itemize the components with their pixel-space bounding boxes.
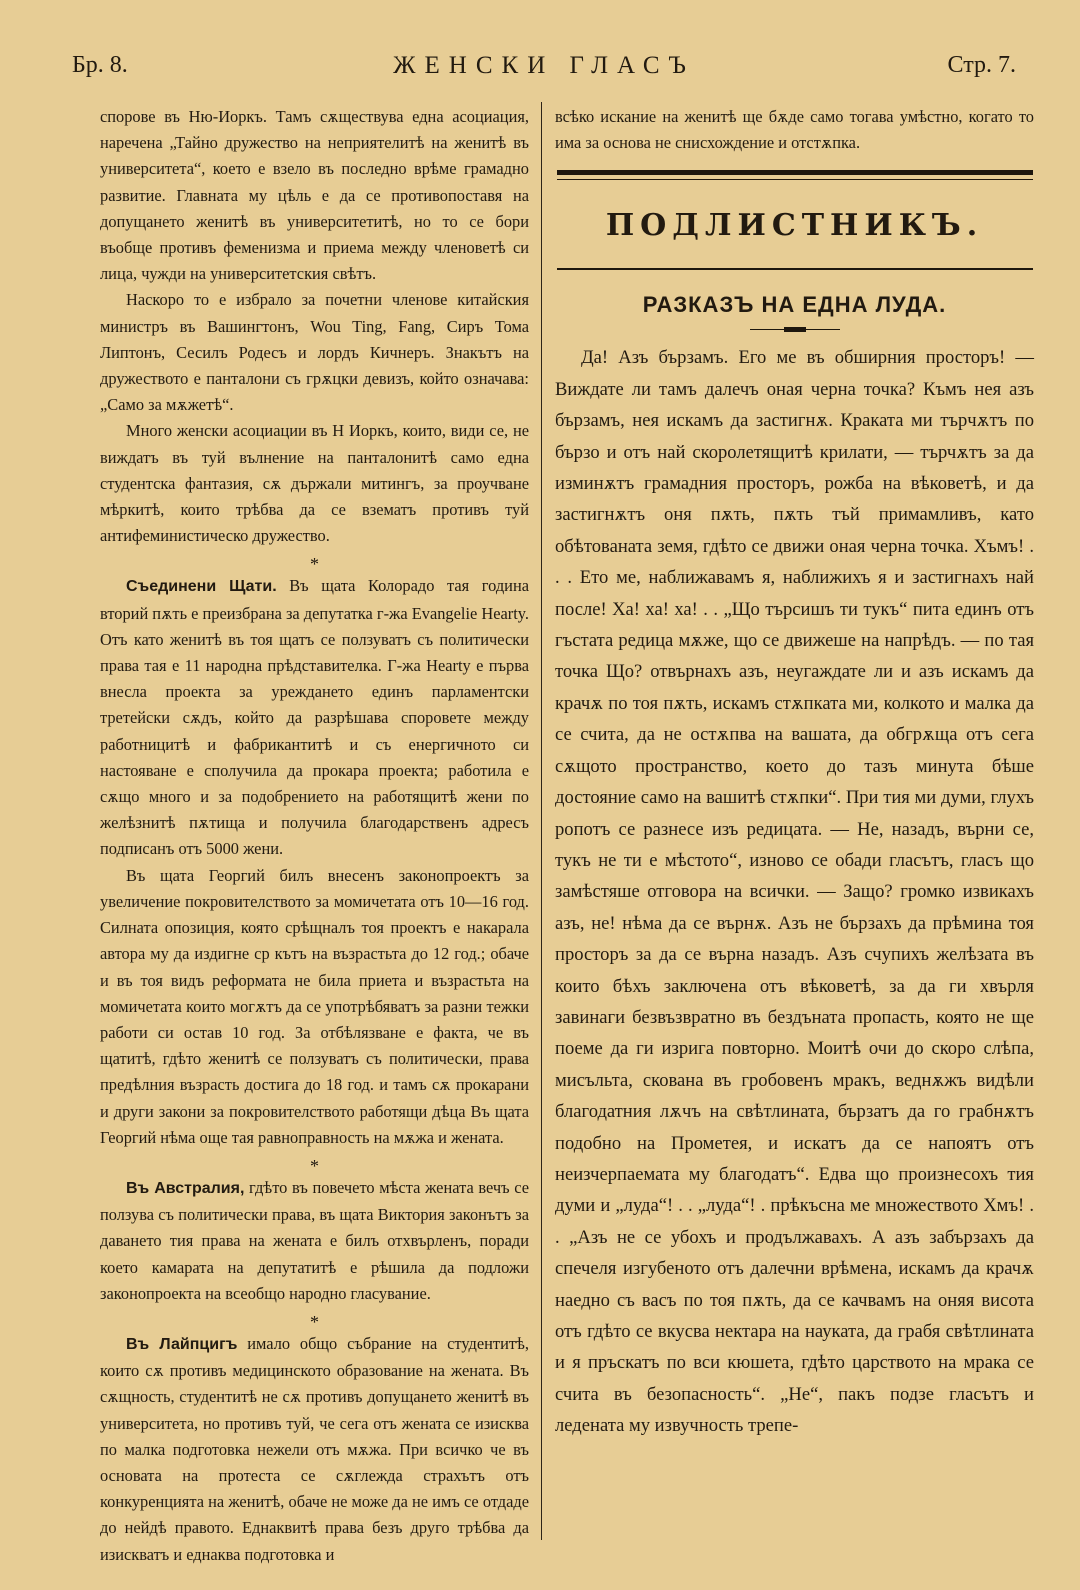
story-text: Да! Азъ бързамъ. Его ме въ обширния просторъ! — Виждате ли тамъ далечъ оная черна точка? Къмъ нея азъ бързамъ, нея искамъ да застигнѫ. Краката ми тъpчѫтъ по бързо и отъ най скоролетящитѣ крилати, — търчѫтъ за да изминѫтъ грамадния просторъ, рожба на вѣковетѣ, и да застигнѫтъ оня пѫть, пѫть тъй примамливъ, като обѣтованата земя, гдѣто се движи оная черна точка. Хъмъ! . . . Ето ме, наближавамъ я, наближихъ я и застигнахъ най после! Ха! ха! ха! . . „Що търсишъ ти тукъ“ пита единъ отъ гъстата редица мѫже, що се движеше на напрѣдъ. — по тая точка Що? отвърнахъ азъ, неугаждате ли и азъ искамъ да крачѫ по тоя пѫть, искамъ стѫпката ми, колкото и малка да се счита, да не остѫпва на вашата, да обгрѫща отъ сега сѫщото пространство, което до тазъ минута бѣше достояние само на вашитѣ стѫпки“. При тия ми думи, глухъ ропотъ се разнесе изъ редицата. — Не, назадъ, върни се, тукъ не ти е мѣстото“, изново се обади гласътъ, гласъ що замѣстяше отговора на всички. — Защо? громко извикахъ азъ, не! нѣма да се върнѫ. Азъ не бързахъ да прѣмина тоя просторъ за да се върна назадъ. Азъ счупихъ желѣзата въ които бѣхъ заключена отъ вѣковетѣ, за да ги хвърля завинаги безвъзвратно въ бездъната пропасть, която не ще поеме да ги изрига повторно. Моитѣ очи до скоро слѣпа, мисъльта, скована въ гробовенъ мракъ, веднѫжъ видѣли благодатния лѫчъ на свѣтлината, бързатъ да го грабнѫтъ подобно на Прометея, и искатъ да се напоятъ отъ неизчерпаемата му благодатъ“. Едва що произнесохъ тия думи и „луда“! . . „луда“! . прѣкъсна ме множеството Хмъ! . . „Азъ не се убохъ и продължавахъ. А азъ забързахъ да спечеля изгубеното отъ далечни врѣмена, искамъ да крачѫ наедно съ васъ по тоя пѫть, да се качвамъ на оняя висота отъ гдѣто се вкусва нектара на науката, да грабя свѣтлината и я пръскатъ по вси кюшета, гдѣто царството на мрака се счита въ безопасность“. „Не“, пакъ подзе гласътъ и ледената му извучность трепе- <box>555 347 1034 1437</box>
page-header <box>72 52 1016 92</box>
newspaper-title: ЖЕНСКИ ГЛАСЪ <box>393 52 695 79</box>
paragraph-ny-association: спорове въ Ню-Иоркъ. Тамъ сѫществува една асоциация, наречена „Тайно дружество на неприятелитѣ на женитѣ въ университета“, което е взело въ последно врѣме грамадно развитие. Главната му цѣль е да се противопоставя на допущането женитѣ въ университетитѣ, но то се бори въобще противъ феменизма и приема между членоветѣ си лица, чужди на университетския свѣтъ. <box>100 107 529 284</box>
text-united-states: Въ щата Колорадо тая година вторий пѫть е преизбрана за депутатка г-жа Evangelie Hearty. Отъ като женитѣ въ тоя щатъ се ползуватъ съ политически права тая е 11 народна прѣдставителка. Г-жа Hearty е първа внесла проекта за уреждането единъ парламентски третейски сѫдъ, който да разрѣшава споровете между работницитѣ и фабрикантитѣ и съ енергичното си настояване е сполучила да прокара проекта; работила е сѫщо много и за подобрението на работящитѣ жени по желѣзнитѣ пѫтища и получила благодарственъ адресъ подписанъ отъ 5000 жени. <box>100 576 529 859</box>
lead-australia: Въ Австралия, <box>126 1179 245 1197</box>
paragraph-leipzig <box>100 1331 529 1568</box>
issue-number: Бр. 8. <box>72 52 128 78</box>
lead-united-states: Съединени Щати. <box>126 578 277 596</box>
separator-star: * <box>310 1155 319 1176</box>
separator-star: * <box>310 554 319 575</box>
right-column <box>555 104 1034 1442</box>
text-leipzig: имало общо събрание на студентитѣ, които сѫ противъ медицинското образование на жената. Въ сѫщность, студентитѣ не сѫ противъ допущането женитѣ въ университета, но противъ туй, че сега отъ жената се изисква по малка подготовка нежели отъ мѫжа. При всичко че въ основата на протеста се сѫглежда страхътъ отъ конкуренцията на женитѣ, обаче не може да не имъ се отдаде до нейдѣ правото. Еднаквитѣ права безъ друго трѣбва да изискватъ и еднаква подготовка и <box>100 1333 529 1564</box>
section-title: ПОДЛИСТНИКЪ. <box>605 208 984 244</box>
paragraph-continuation: всѣко искание на женитѣ ще бѫде само тогава умѣстно, когато то има за основа не снисхождение и отстѫпка. <box>555 107 1034 153</box>
title-ornament <box>750 326 840 334</box>
paragraph-georgia: Въ щата Георгий билъ внесенъ законопроектъ за увеличение покровителството за момичетата отъ 10—16 год. Силната опозиция, която срѣщналъ тоя проектъ е накарала автора му да издигне ср кътъ на възрастьта до 12 год.; обаче и въ тоя видъ реформата не била приета и възрастьта на момичетата които могѫтъ да се употрѣбяватъ за разни тежки работи си остав 10 год. За отбѣлязване е факта, че въ щатитѣ, гдѣто женитѣ се ползуватъ съ политически, права предѣлния възрасть достига до 18 год. и тамъ сѫ прокарани и други закони за покровителството работящи дѣца Въ щата Георгий нѣма още тая равноправность на мѫжа и жената. <box>100 865 529 1147</box>
lead-leipzig: Въ Лайпцигъ <box>126 1335 238 1353</box>
paragraph-womens-associations: Много женски асоциации въ Н Иоркъ, които, види се, не виждатъ въ туй вълнение на панталонитѣ само една студентска фантазия, сѫ държали митингъ, за проучване мѣркитѣ, които трѣбва да се взематъ противъ туй антифеминистическо дружество. <box>100 421 529 546</box>
text-australia: гдѣто въ повечето мѣста жената вечъ се ползува съ политически права, въ щата Виктория законътъ за даването тия права на жената е билъ отхвърленъ, поради което камарата на депутатитѣ е рѣшила да подложи законопроекта на всеобщо народно гласувание. <box>100 1177 529 1303</box>
page-number: Стр. 7. <box>947 52 1016 78</box>
paragraph-australia <box>100 1175 529 1307</box>
left-column <box>100 104 529 1568</box>
section-title-rule <box>557 268 1033 270</box>
paragraph-united-states <box>100 573 529 862</box>
section-divider <box>557 170 1033 180</box>
column-divider <box>541 102 542 1540</box>
separator-star: * <box>310 1311 319 1332</box>
paragraph-honorary-members: Наскоро то е избрало за почетни членове китайския министръ въ Вашингтонъ, Wou Ting, Fang, Сиръ Тома Липтонъ, Сесилъ Родесъ и лордъ Кичнеръ. Знакътъ на дружеството е панталони съ грѫцки девизъ, който означава: „Само за мѫжетѣ“. <box>100 290 529 415</box>
story-title: РАЗКАЗЪ НА ЕДНА ЛУДА. <box>642 292 947 318</box>
